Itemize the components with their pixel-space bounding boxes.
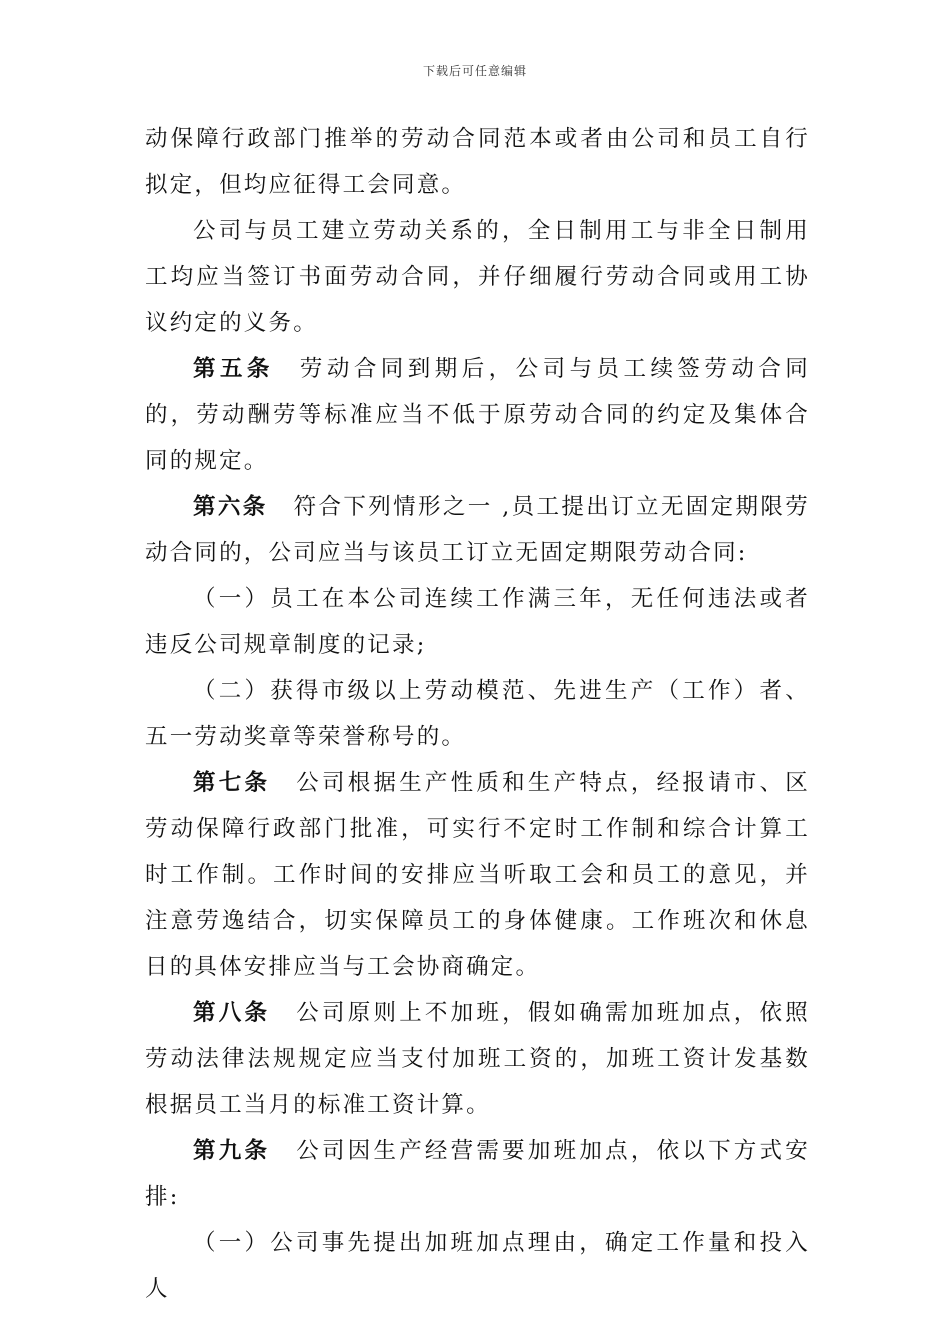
article-8 <box>145 990 810 1128</box>
paragraph-text: （二）获得市级以上劳动模范、先进生产（工作）者、五一劳动奖章等荣誉称号的。 <box>145 678 810 750</box>
article-7 <box>145 760 810 990</box>
paragraph-text: 公司因生产经营需要加班加点，依以下方式安排: <box>145 1138 810 1210</box>
article-number: 第九条 <box>193 1138 271 1164</box>
article-6 <box>145 484 810 576</box>
paragraph-1 <box>145 208 810 346</box>
page-header: 下载后可任意编辑 <box>422 64 527 78</box>
paragraph-text: 劳动合同到期后，公司与员工续签劳动合同的，劳动酬劳等标准应当不低于原劳动合同的约定及集体合同的规定。 <box>145 356 810 474</box>
paragraph-text: 公司与员工建立劳动关系的，全日制用工与非全日制用工均应当签订书面劳动合同，并仔细履行劳动合同或用工协议约定的义务。 <box>145 218 810 336</box>
paragraph-text: （一）公司事先提出加班加点理由，确定工作量和投入人 <box>145 1230 810 1302</box>
paragraph-text: 公司原则上不加班，假如确需加班加点，依照劳动法律法规规定应当支付加班工资的，加班工资计发基数根据员工当月的标准工资计算。 <box>145 1000 810 1118</box>
list-item-2 <box>145 668 810 760</box>
paragraph-text: 符合下列情形之一 ,员工提出订立无固定期限劳动合同的，公司应当与该员工订立无固定期限劳动合同: <box>145 494 810 566</box>
paragraph-0 <box>145 116 810 208</box>
paragraph-text: 动保障行政部门推举的劳动合同范本或者由公司和员工自行拟定，但均应征得工会同意。 <box>145 126 810 198</box>
article-number: 第七条 <box>193 770 271 796</box>
article-number: 第五条 <box>193 356 274 382</box>
article-number: 第八条 <box>193 1000 271 1026</box>
list-item-3 <box>145 1220 810 1312</box>
document-body <box>145 116 810 1312</box>
paragraph-text: 公司根据生产性质和生产特点，经报请市、区劳动保障行政部门批准，可实行不定时工作制和综合计算工时工作制。工作时间的安排应当听取工会和员工的意见，并注意劳逸结合，切实保障员工的身体健康。工作班次和休息日的具体安排应当与工会协商确定。 <box>145 770 810 980</box>
article-5 <box>145 346 810 484</box>
paragraph-text: （一）员工在本公司连续工作满三年，无任何违法或者违反公司规章制度的记录; <box>145 586 810 658</box>
list-item-1 <box>145 576 810 668</box>
article-9 <box>145 1128 810 1220</box>
article-number: 第六条 <box>193 494 268 520</box>
